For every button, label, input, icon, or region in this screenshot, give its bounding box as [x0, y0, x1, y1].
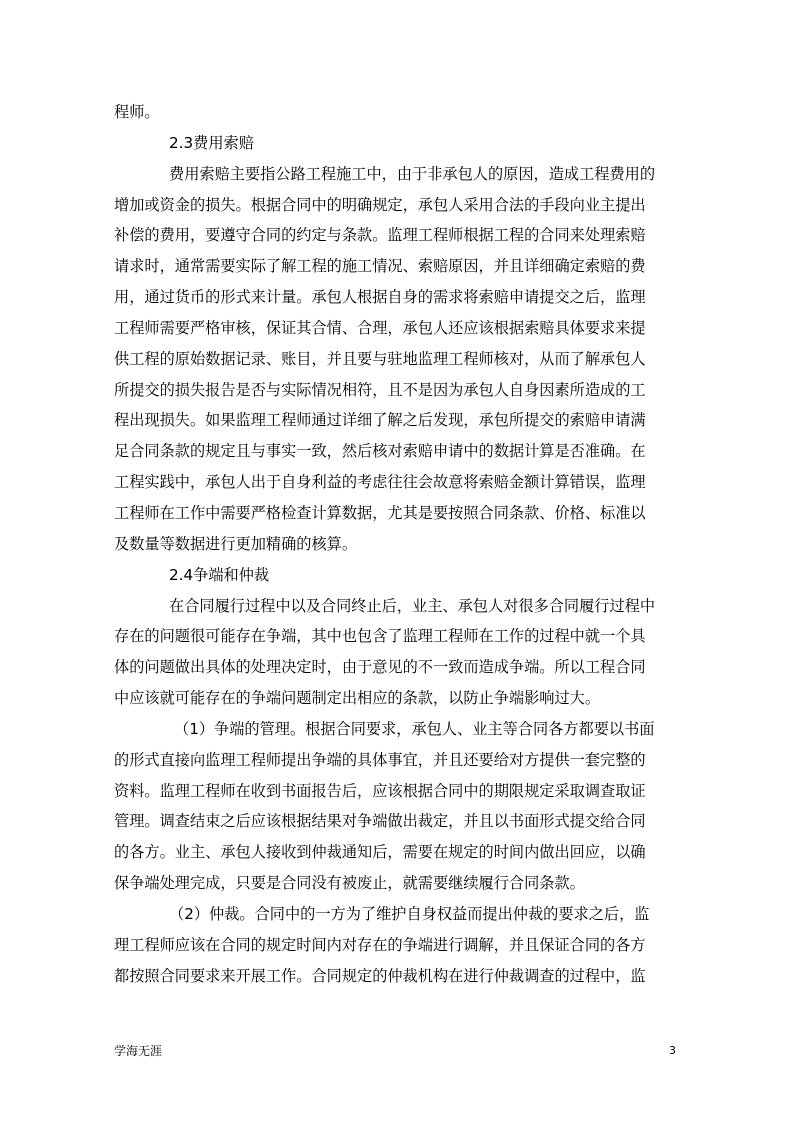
page-number: 3 — [669, 1044, 676, 1057]
paragraph-line: 都按照合同要求来开展工作。合同规定的仲裁机构在进行仲裁调查的过程中，监 — [114, 966, 646, 985]
paragraph-line: 供工程的原始数据记录、账目，并且要与驻地监理工程师核对，从而了解承包人 — [114, 349, 646, 368]
paragraph-line: 资料。监理工程师在收到书面报告后，应该根据合同中的期限规定采取调查取证 — [114, 781, 646, 800]
paragraph-first-line: （1）争端的管理。根据合同要求，承包人、业主等合同各方都要以书面 — [174, 719, 655, 738]
paragraph-first-line: （2）仲裁。合同中的一方为了维护自身权益而提出仲裁的要求之后，监 — [169, 904, 650, 923]
paragraph-line: 所提交的损失报告是否与实际情况相符，且不是因为承包人自身因素所造成的工 — [114, 380, 646, 399]
paragraph-line: 存在的问题很可能存在争端，其中也包含了监理工程师在工作的过程中就一个具 — [114, 627, 646, 646]
document-body — [114, 97, 680, 991]
paragraph-line: 的形式直接向监理工程师提出争端的具体事宜，并且还要给对方提供一套完整的 — [114, 750, 646, 769]
paragraph-line: 补偿的费用，要遵守合同的约定与条款。监理工程师根据工程的合同来处理索赔 — [114, 226, 646, 245]
paragraph-line: 增加或资金的损失。根据合同中的明确规定，承包人采用合法的手段向业主提出 — [114, 195, 646, 214]
section-heading: 2.3费用索赔 — [169, 133, 254, 152]
paragraph-first-line: 在合同履行过程中以及合同终止后，业主、承包人对很多合同履行过程中 — [169, 596, 655, 615]
paragraph-line: 的各方。业主、承包人接收到仲裁通知后，需要在规定的时间内做出回应，以确 — [114, 843, 646, 862]
section-heading: 2.4争端和仲裁 — [169, 565, 270, 584]
paragraph-line: 足合同条款的规定且与事实一致，然后核对索赔申请中的数据计算是否准确。在 — [114, 442, 646, 461]
paragraph-line: 及数量等数据进行更加精确的核算。 — [114, 534, 357, 553]
paragraph-line: 请求时，通常需要实际了解工程的施工情况、索赔原因，并且详细确定索赔的费 — [114, 257, 646, 276]
paragraph-line: 工程师在工作中需要严格检查计算数据，尤其是要按照合同条款、价格、标准以 — [114, 503, 646, 522]
paragraph-line: 保争端处理完成，只要是合同没有被废止，就需要继续履行合同条款。 — [114, 874, 585, 893]
paragraph-line: 用，通过货币的形式来计量。承包人根据自身的需求将索赔申请提交之后，监理 — [114, 288, 646, 307]
paragraph-line: 中应该就可能存在的争端问题制定出相应的条款，以防止争端影响过大。 — [114, 689, 600, 708]
paragraph-first-line: 费用索赔主要指公路工程施工中，由于非承包人的原因，造成工程费用的 — [169, 164, 655, 183]
paragraph-line: 工程实践中，承包人出于自身利益的考虑往往会故意将索赔金额计算错误，监理 — [114, 473, 646, 492]
paragraph-line: 程出现损失。如果监理工程师通过详细了解之后发现，承包所提交的索赔申请满 — [114, 411, 646, 430]
footer-label: 学海无涯 — [114, 1044, 163, 1058]
paragraph-line: 工程师需要严格审核，保证其合情、合理，承包人还应该根据索赔具体要求来提 — [114, 318, 646, 337]
paragraph-line: 管理。调查结束之后应该根据结果对争端做出裁定，并且以书面形式提交给合同 — [114, 812, 646, 831]
paragraph-line: 体的问题做出具体的处理决定时，由于意见的不一致而造成争端。所以工程合同 — [114, 658, 646, 677]
paragraph-line: 理工程师应该在合同的规定时间内对存在的争端进行调解，并且保证合同的各方 — [114, 935, 646, 954]
paragraph-line: 程师。 — [114, 103, 160, 121]
